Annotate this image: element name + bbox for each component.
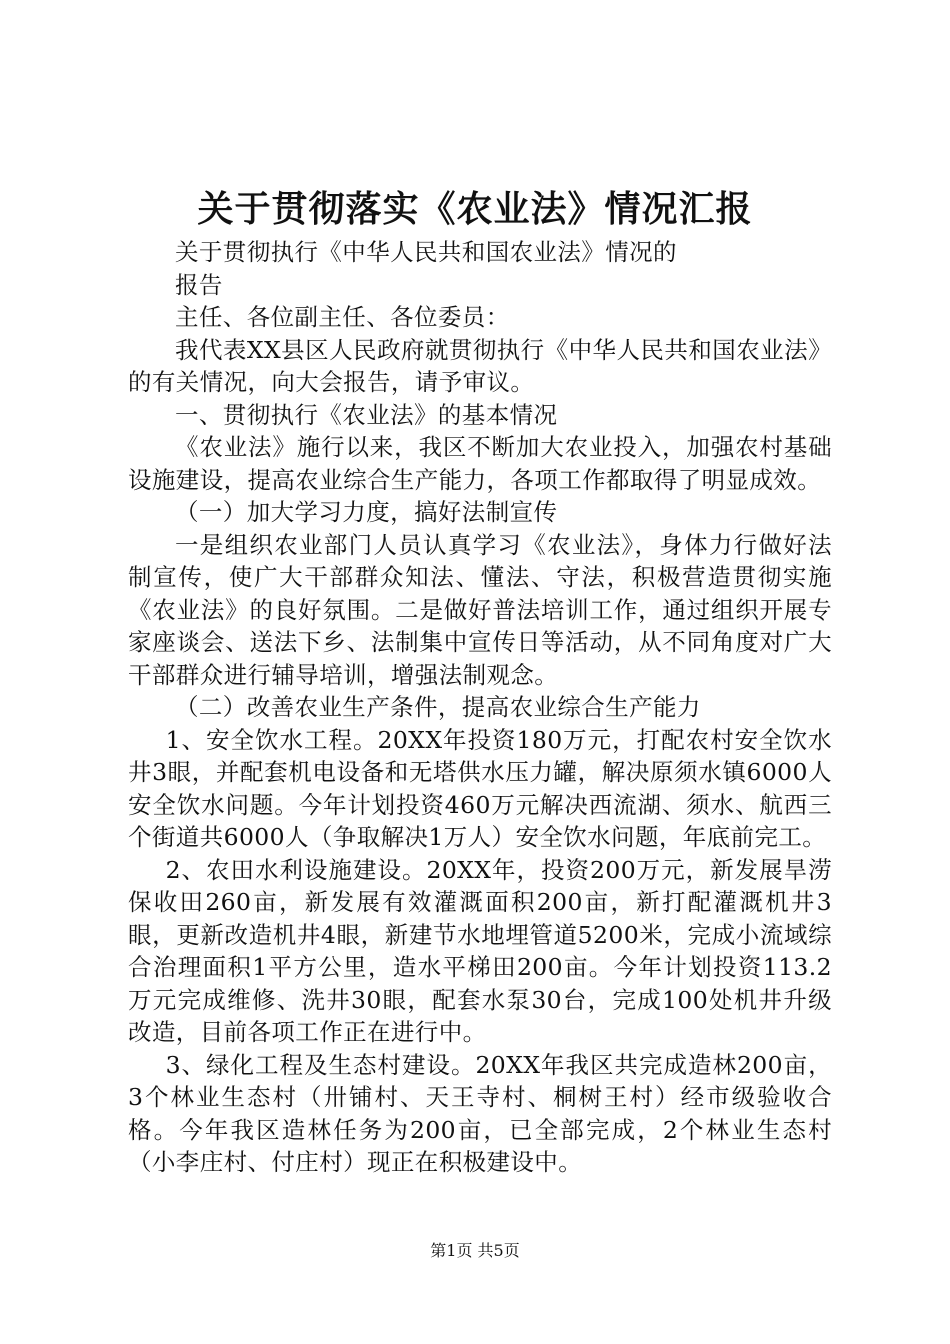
paragraph-irrigation: 2、农田水利设施建设。20XX年，投资200万元，新发展旱涝保收田260亩，新发展有效灌溉面积200亩，新打配灌溉机井3眼，更新改造机井4眼，新建节水地埋管道5200米，完成小流域综合治理面积1平方公里，造水平梯田200亩。今年计划投资113.2万元完成维修、洗井30眼，配套水泵30台，完成100处机井升级改造，目前各项工作正在进行中。 xyxy=(128,855,832,1046)
page-footer: 第1页 共5页 xyxy=(430,1241,520,1260)
report-heading-line2: 报告 xyxy=(175,270,223,299)
paragraph-drinking-water: 1、安全饮水工程。20XX年投资180万元，打配农村安全饮水井3眼，并配套机电设备和无塔供水压力罐，解决原须水镇6000人安全饮水问题。今年计划投资460万元解决西流湖、须水、航西三个街道共6000人（争取解决1万人）安全饮水问题，年底前完工。 xyxy=(128,725,832,851)
subsection-heading-1: （一）加大学习力度，搞好法制宣传 xyxy=(175,498,558,526)
document-body xyxy=(128,236,832,1179)
paragraph-publicity: 一是组织农业部门人员认真学习《农业法》，身体力行做好法制宣传，使广大干部群众知法、懂法、守法，积极营造贯彻实施《农业法》的良好氛围。二是做好普法培训工作，通过组织开展专家座谈会、送法下乡、法制集中宣传日等活动，从不同角度对广大干部群众进行辅导培训，增强法制观念。 xyxy=(128,530,832,689)
subsection-heading-2: （二）改善农业生产条件，提高农业综合生产能力 xyxy=(175,693,701,721)
paragraph-intro: 我代表XX县区人民政府就贯彻执行《中华人民共和国农业法》的有关情况，向大会报告，请予审议。 xyxy=(128,335,832,396)
paragraph-overview: 《农业法》施行以来，我区不断加大农业投入，加强农村基础设施建设，提高农业综合生产能力，各项工作都取得了明显成效。 xyxy=(128,433,832,494)
document-title: 关于贯彻落实《农业法》情况汇报 xyxy=(197,188,753,230)
section-heading-1: 一、贯彻执行《农业法》的基本情况 xyxy=(175,400,558,429)
salutation: 主任、各位副主任、各位委员： xyxy=(175,303,510,331)
report-heading-line1: 关于贯彻执行《中华人民共和国农业法》情况的 xyxy=(175,238,677,266)
paragraph-greening: 3、绿化工程及生态村建设。20XX年我区共完成造林200亩，3个林业生态村（卅铺村、天王寺村、桐树王村）经市级验收合格。今年我区造林任务为200亩，已全部完成，2个林业生态村（小李庄村、付庄村）现正在积极建设中。 xyxy=(128,1050,832,1176)
